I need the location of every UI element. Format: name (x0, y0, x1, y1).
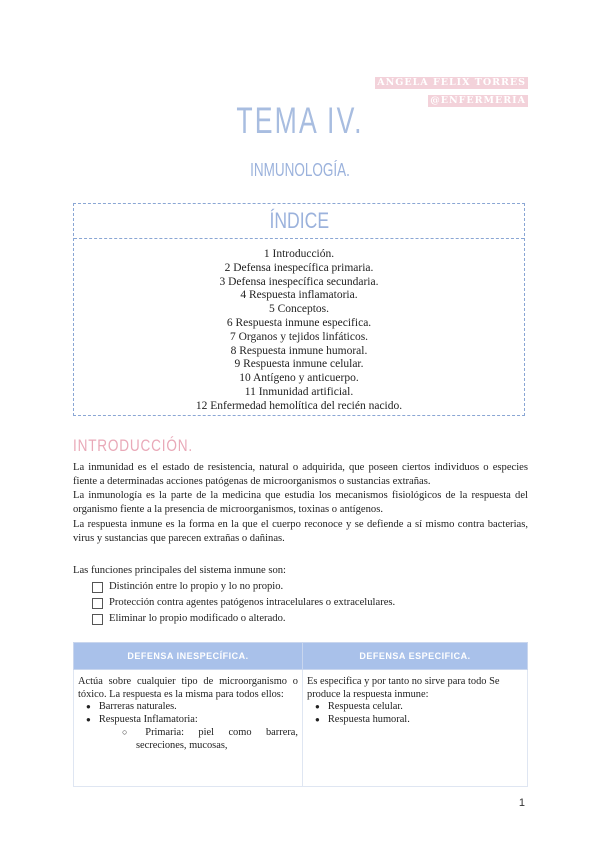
function-item: Distinción entre lo propio y lo no propio. (92, 579, 395, 595)
index-item: 6 Respuesta inmune especifica. (226, 316, 372, 329)
list-item: ● Respuesta Inflamatoria: ○ Primaria: piel como barrera, secreciones, mucosas, (100, 714, 298, 753)
sub-list-item: ○ Primaria: piel como barrera, secreciones, mucosas, (136, 726, 298, 752)
nonspecific-text: Actúa sobre cualquier tipo de microorganismo o tóxico. La respuesta es la misma para todos ellos: (78, 676, 298, 700)
page-number: 1 (518, 797, 525, 809)
index-item: 3 Defensa inespecífica secundaria. (219, 275, 379, 288)
functions-intro: Las funciones principales del sistema inmune son: (73, 565, 287, 576)
index-item: 10 Antígeno y anticuerpo. (239, 372, 359, 385)
page-title: TEMA IV. (236, 100, 364, 141)
index-item: 2 Defensa inespecífica primaria. (224, 261, 374, 274)
index-box (73, 203, 525, 416)
specific-text: Es especifica y por tanto no sirve para todo Se produce la respuesta inmune: (307, 676, 500, 700)
checkbox-icon[interactable] (92, 614, 103, 625)
index-item: 4 Respuesta inflamatoria. (240, 289, 358, 302)
index-item: 5 Conceptos. (268, 303, 330, 316)
function-item: Protección contra agentes patógenos intracelulares o extracelulares. (92, 595, 395, 611)
index-item: 1 Introducción. (263, 248, 335, 260)
index-item: 11 Inmunidad artificial. (244, 385, 354, 398)
specific-cell (303, 670, 528, 787)
intro-paragraph-1: La inmunidad es el estado de resistencia, natural o adquirida, que poseen ciertos individuos o especies fiente a determinadas acciones patógenas de microorganismos o sustancias extrañas. (73, 462, 528, 487)
index-item: 8 Respuesta inmune humoral. (230, 344, 368, 357)
index-item: 7 Organos y tejidos linfáticos. (229, 330, 369, 343)
functions-list (92, 579, 395, 627)
function-item: Eliminar lo propio modificado o alterado. (92, 611, 395, 627)
author-name: ANGELA FELIX TORRES (377, 77, 526, 88)
index-heading: ÍNDICE (74, 204, 524, 239)
list-item: ● Respuesta celular. (329, 701, 523, 714)
intro-paragraph-3: La respuesta inmune es la forma en la que el cuerpo reconoce y se defiende a sí mismo contra bacterias, virus y sustancias que parecen extrañas o dañinas. (73, 519, 528, 544)
table-header-specific: DEFENSA ESPECIFICA. (303, 643, 528, 670)
intro-paragraph-2: La inmunología es la parte de la medicina que estudia los mecanismos fisiológicos de la respuesta del organismo fiente a la presencia de microorganismos, toxinas o antígenos. (73, 490, 528, 515)
intro-heading: INTRODUCCIÓN. (73, 436, 193, 455)
index-list (74, 239, 524, 414)
checkbox-icon[interactable] (92, 582, 103, 593)
index-item: 12 Enfermedad hemolítica del recién nacido. (195, 399, 403, 412)
table-header-nonspecific: DEFENSA INESPECÍFICA. (74, 643, 303, 670)
page-subtitle: INMUNOLOGÍA. (250, 160, 350, 180)
nonspecific-cell (74, 670, 303, 787)
defense-table (73, 642, 528, 787)
list-item: ● Respuesta humoral. (329, 714, 523, 727)
list-item: ● Barreras naturales. (100, 701, 298, 714)
checkbox-icon[interactable] (92, 598, 103, 609)
index-item: 9 Respuesta inmune celular. (234, 358, 364, 371)
author-handle: @ENFERMERIA (430, 95, 526, 106)
